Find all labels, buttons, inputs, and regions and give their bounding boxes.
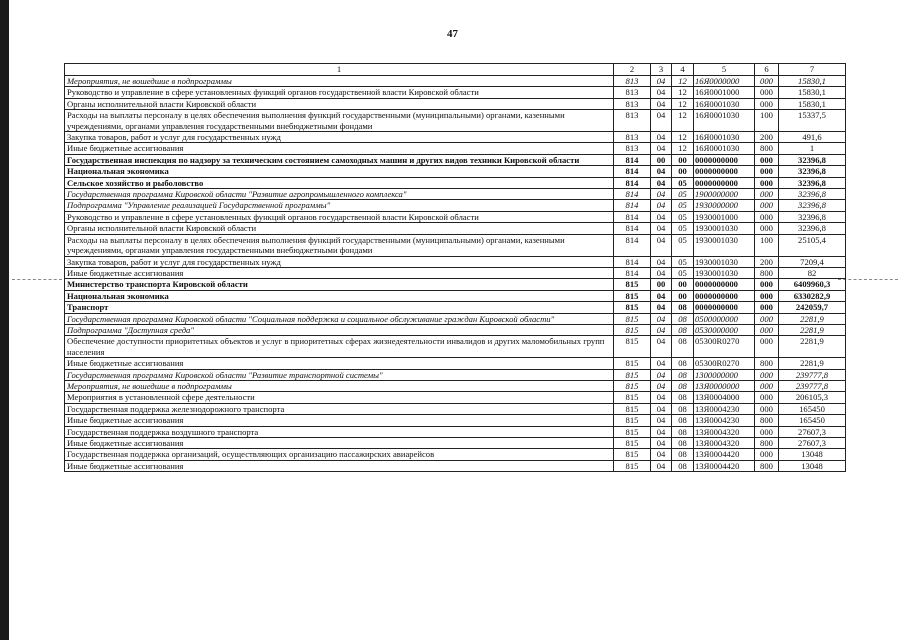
section-code-cell: 04 xyxy=(651,143,672,154)
ministry-code-cell: 813 xyxy=(614,76,651,87)
section-code-cell: 04 xyxy=(651,313,672,324)
table-row xyxy=(65,189,846,200)
target-article-cell: 0000000000 xyxy=(694,166,755,177)
amount-cell: 25105,4 xyxy=(779,234,846,256)
column-header: 1 xyxy=(65,64,614,76)
amount-cell: 27607,3 xyxy=(779,426,846,437)
subsection-code-cell: 05 xyxy=(672,267,694,278)
amount-cell: 13048 xyxy=(779,449,846,460)
row-name-cell: Подпрограмма "Доступная среда" xyxy=(65,324,614,335)
section-code-cell: 04 xyxy=(651,166,672,177)
scan-fold-line xyxy=(12,279,62,280)
expense-type-cell: 000 xyxy=(755,369,779,380)
amount-cell: 15830,1 xyxy=(779,76,846,87)
ministry-code-cell: 815 xyxy=(614,336,651,358)
table-row xyxy=(65,256,846,267)
ministry-code-cell: 815 xyxy=(614,324,651,335)
target-article-cell: 05300R0270 xyxy=(694,358,755,369)
row-name-cell: Подпрограмма "Управление реализацией Государственной программы" xyxy=(65,200,614,211)
table-row xyxy=(65,313,846,324)
table-row xyxy=(65,154,846,165)
subsection-code-cell: 05 xyxy=(672,256,694,267)
amount-cell: 6330282,9 xyxy=(779,290,846,301)
row-name-cell: Государственная поддержка воздушного транспорта xyxy=(65,426,614,437)
subsection-code-cell: 08 xyxy=(672,302,694,313)
ministry-code-cell: 815 xyxy=(614,380,651,391)
column-header: 7 xyxy=(779,64,846,76)
amount-cell: 6409960,3 xyxy=(779,279,846,290)
amount-cell: 32396,8 xyxy=(779,223,846,234)
table-row xyxy=(65,415,846,426)
row-name-cell: Государственная поддержка железнодорожного транспорта xyxy=(65,403,614,414)
target-article-cell: 0000000000 xyxy=(694,177,755,188)
table-row xyxy=(65,166,846,177)
scan-fold-line xyxy=(838,279,898,280)
section-code-cell: 04 xyxy=(651,415,672,426)
table-row xyxy=(65,110,846,132)
row-name-cell: Государственная инспекция по надзору за техническим состоянием самоходных машин и других видов техники Кировской области xyxy=(65,154,614,165)
target-article-cell: 0000000000 xyxy=(694,302,755,313)
table-row xyxy=(65,223,846,234)
table-row xyxy=(65,392,846,403)
column-header: 6 xyxy=(755,64,779,76)
ministry-code-cell: 815 xyxy=(614,279,651,290)
subsection-code-cell: 08 xyxy=(672,449,694,460)
section-code-cell: 04 xyxy=(651,460,672,471)
target-article-cell: 1300000000 xyxy=(694,369,755,380)
subsection-code-cell: 08 xyxy=(672,324,694,335)
ministry-code-cell: 815 xyxy=(614,392,651,403)
subsection-code-cell: 12 xyxy=(672,132,694,143)
amount-cell: 206105,3 xyxy=(779,392,846,403)
ministry-code-cell: 815 xyxy=(614,449,651,460)
subsection-code-cell: 08 xyxy=(672,403,694,414)
target-article-cell: 0530000000 xyxy=(694,324,755,335)
table-row xyxy=(65,302,846,313)
table-row xyxy=(65,279,846,290)
row-name-cell: Органы исполнительной власти Кировской области xyxy=(65,223,614,234)
target-article-cell: 16Я0001030 xyxy=(694,110,755,132)
section-code-cell: 04 xyxy=(651,87,672,98)
expense-type-cell: 000 xyxy=(755,313,779,324)
expense-type-cell: 000 xyxy=(755,279,779,290)
section-code-cell: 04 xyxy=(651,438,672,449)
section-code-cell: 04 xyxy=(651,380,672,391)
section-code-cell: 00 xyxy=(651,279,672,290)
target-article-cell: 13Я0004320 xyxy=(694,438,755,449)
ministry-code-cell: 814 xyxy=(614,177,651,188)
subsection-code-cell: 12 xyxy=(672,143,694,154)
expense-type-cell: 000 xyxy=(755,189,779,200)
row-name-cell: Мероприятия, не вошедшие в подпрограммы xyxy=(65,380,614,391)
section-code-cell: 04 xyxy=(651,132,672,143)
amount-cell: 82 xyxy=(779,267,846,278)
expense-type-cell: 000 xyxy=(755,177,779,188)
row-name-cell: Государственная программа Кировской области "Развитие агропромышленного комплекса" xyxy=(65,189,614,200)
subsection-code-cell: 08 xyxy=(672,369,694,380)
row-name-cell: Иные бюджетные ассигнования xyxy=(65,438,614,449)
table-row xyxy=(65,267,846,278)
section-code-cell: 04 xyxy=(651,110,672,132)
expense-type-cell: 100 xyxy=(755,110,779,132)
expense-type-cell: 000 xyxy=(755,154,779,165)
scan-left-edge xyxy=(0,0,9,640)
ministry-code-cell: 814 xyxy=(614,234,651,256)
ministry-code-cell: 815 xyxy=(614,369,651,380)
expense-type-cell: 000 xyxy=(755,403,779,414)
subsection-code-cell: 05 xyxy=(672,189,694,200)
ministry-code-cell: 814 xyxy=(614,223,651,234)
expense-type-cell: 000 xyxy=(755,392,779,403)
target-article-cell: 0000000000 xyxy=(694,290,755,301)
amount-cell: 1 xyxy=(779,143,846,154)
amount-cell: 242059,7 xyxy=(779,302,846,313)
target-article-cell: 13Я0004420 xyxy=(694,460,755,471)
table-row xyxy=(65,336,846,358)
target-article-cell: 16Я0001030 xyxy=(694,143,755,154)
ministry-code-cell: 815 xyxy=(614,313,651,324)
ministry-code-cell: 815 xyxy=(614,358,651,369)
section-code-cell: 04 xyxy=(651,302,672,313)
section-code-cell: 04 xyxy=(651,223,672,234)
expense-type-cell: 000 xyxy=(755,211,779,222)
expense-type-cell: 000 xyxy=(755,302,779,313)
target-article-cell: 0000000000 xyxy=(694,154,755,165)
subsection-code-cell: 08 xyxy=(672,392,694,403)
ministry-code-cell: 814 xyxy=(614,189,651,200)
section-code-cell: 04 xyxy=(651,200,672,211)
target-article-cell: 13Я0000000 xyxy=(694,380,755,391)
subsection-code-cell: 05 xyxy=(672,223,694,234)
amount-cell: 15830,1 xyxy=(779,87,846,98)
amount-cell: 27607,3 xyxy=(779,438,846,449)
row-name-cell: Закупка товаров, работ и услуг для государственных нужд xyxy=(65,256,614,267)
ministry-code-cell: 814 xyxy=(614,267,651,278)
amount-cell: 165450 xyxy=(779,415,846,426)
table-row xyxy=(65,234,846,256)
table-row xyxy=(65,380,846,391)
ministry-code-cell: 814 xyxy=(614,200,651,211)
ministry-code-cell: 815 xyxy=(614,415,651,426)
row-name-cell: Закупка товаров, работ и услуг для государственных нужд xyxy=(65,132,614,143)
subsection-code-cell: 05 xyxy=(672,200,694,211)
budget-table xyxy=(64,63,846,472)
amount-cell: 165450 xyxy=(779,403,846,414)
section-code-cell: 04 xyxy=(651,369,672,380)
amount-cell: 32396,8 xyxy=(779,211,846,222)
expense-type-cell: 000 xyxy=(755,336,779,358)
subsection-code-cell: 08 xyxy=(672,415,694,426)
ministry-code-cell: 814 xyxy=(614,166,651,177)
ministry-code-cell: 813 xyxy=(614,132,651,143)
section-code-cell: 04 xyxy=(651,98,672,109)
expense-type-cell: 000 xyxy=(755,223,779,234)
table-header-row xyxy=(65,64,846,76)
target-article-cell: 1930001000 xyxy=(694,211,755,222)
section-code-cell: 04 xyxy=(651,392,672,403)
section-code-cell: 04 xyxy=(651,76,672,87)
target-article-cell: 13Я0004230 xyxy=(694,415,755,426)
subsection-code-cell: 08 xyxy=(672,460,694,471)
subsection-code-cell: 00 xyxy=(672,290,694,301)
row-name-cell: Мероприятия, не вошедшие в подпрограммы xyxy=(65,76,614,87)
subsection-code-cell: 12 xyxy=(672,110,694,132)
subsection-code-cell: 08 xyxy=(672,438,694,449)
expense-type-cell: 100 xyxy=(755,234,779,256)
row-name-cell: Расходы на выплаты персоналу в целях обеспечения выполнения функций государственными (муниципальными) органами, казенными учреждениями, органами управления государственными внебюджетными фондами xyxy=(65,110,614,132)
expense-type-cell: 000 xyxy=(755,166,779,177)
expense-type-cell: 000 xyxy=(755,324,779,335)
ministry-code-cell: 815 xyxy=(614,426,651,437)
subsection-code-cell: 00 xyxy=(672,166,694,177)
amount-cell: 2281,9 xyxy=(779,358,846,369)
column-header: 4 xyxy=(672,64,694,76)
amount-cell: 15830,1 xyxy=(779,98,846,109)
subsection-code-cell: 12 xyxy=(672,98,694,109)
amount-cell: 32396,8 xyxy=(779,166,846,177)
expense-type-cell: 200 xyxy=(755,132,779,143)
row-name-cell: Иные бюджетные ассигнования xyxy=(65,267,614,278)
row-name-cell: Руководство и управление в сфере установленных функций органов государственной власти Кировской области xyxy=(65,87,614,98)
section-code-cell: 04 xyxy=(651,358,672,369)
amount-cell: 2281,9 xyxy=(779,324,846,335)
ministry-code-cell: 813 xyxy=(614,87,651,98)
row-name-cell: Мероприятия в установленной сфере деятельности xyxy=(65,392,614,403)
section-code-cell: 00 xyxy=(651,154,672,165)
row-name-cell: Обеспечение доступности приоритетных объектов и услуг в приоритетных сферах жизнедеятельности инвалидов и других маломобильных групп населения xyxy=(65,336,614,358)
table-row xyxy=(65,87,846,98)
table-row xyxy=(65,438,846,449)
ministry-code-cell: 813 xyxy=(614,143,651,154)
row-name-cell: Иные бюджетные ассигнования xyxy=(65,415,614,426)
ministry-code-cell: 814 xyxy=(614,211,651,222)
target-article-cell: 13Я0004420 xyxy=(694,449,755,460)
section-code-cell: 04 xyxy=(651,267,672,278)
subsection-code-cell: 08 xyxy=(672,426,694,437)
column-header: 5 xyxy=(694,64,755,76)
row-name-cell: Руководство и управление в сфере установленных функций органов государственной власти Кировской области xyxy=(65,211,614,222)
row-name-cell: Сельское хозяйство и рыболовство xyxy=(65,177,614,188)
row-name-cell: Министерство транспорта Кировской области xyxy=(65,279,614,290)
row-name-cell: Транспорт xyxy=(65,302,614,313)
subsection-code-cell: 05 xyxy=(672,211,694,222)
target-article-cell: 1930001030 xyxy=(694,223,755,234)
target-article-cell: 13Я0004230 xyxy=(694,403,755,414)
table-row xyxy=(65,132,846,143)
ministry-code-cell: 813 xyxy=(614,110,651,132)
target-article-cell: 1930001030 xyxy=(694,256,755,267)
expense-type-cell: 800 xyxy=(755,460,779,471)
expense-type-cell: 000 xyxy=(755,76,779,87)
target-article-cell: 16Я0000000 xyxy=(694,76,755,87)
table-row xyxy=(65,449,846,460)
row-name-cell: Иные бюджетные ассигнования xyxy=(65,460,614,471)
target-article-cell: 13Я0004320 xyxy=(694,426,755,437)
expense-type-cell: 200 xyxy=(755,256,779,267)
subsection-code-cell: 00 xyxy=(672,279,694,290)
column-header: 3 xyxy=(651,64,672,76)
expense-type-cell: 000 xyxy=(755,98,779,109)
amount-cell: 7209,4 xyxy=(779,256,846,267)
table-row xyxy=(65,426,846,437)
table-row xyxy=(65,143,846,154)
subsection-code-cell: 08 xyxy=(672,380,694,391)
expense-type-cell: 000 xyxy=(755,200,779,211)
subsection-code-cell: 12 xyxy=(672,87,694,98)
expense-type-cell: 000 xyxy=(755,380,779,391)
ministry-code-cell: 814 xyxy=(614,256,651,267)
target-article-cell: 1930001030 xyxy=(694,234,755,256)
target-article-cell: 16Я0001000 xyxy=(694,87,755,98)
target-article-cell: 1900000000 xyxy=(694,189,755,200)
section-code-cell: 04 xyxy=(651,290,672,301)
expense-type-cell: 800 xyxy=(755,358,779,369)
amount-cell: 239777,8 xyxy=(779,380,846,391)
subsection-code-cell: 08 xyxy=(672,336,694,358)
section-code-cell: 04 xyxy=(651,449,672,460)
table-row xyxy=(65,358,846,369)
ministry-code-cell: 813 xyxy=(614,98,651,109)
ministry-code-cell: 815 xyxy=(614,460,651,471)
table-row xyxy=(65,324,846,335)
row-name-cell: Национальная экономика xyxy=(65,290,614,301)
expense-type-cell: 800 xyxy=(755,415,779,426)
expense-type-cell: 000 xyxy=(755,290,779,301)
subsection-code-cell: 08 xyxy=(672,313,694,324)
ministry-code-cell: 815 xyxy=(614,438,651,449)
section-code-cell: 04 xyxy=(651,324,672,335)
amount-cell: 13048 xyxy=(779,460,846,471)
row-name-cell: Расходы на выплаты персоналу в целях обеспечения выполнения функций государственными (муниципальными) органами, казенными учреждениями, органами управления государственными внебюджетными фондами xyxy=(65,234,614,256)
subsection-code-cell: 00 xyxy=(672,154,694,165)
amount-cell: 32396,8 xyxy=(779,200,846,211)
subsection-code-cell: 12 xyxy=(672,76,694,87)
row-name-cell: Иные бюджетные ассигнования xyxy=(65,358,614,369)
expense-type-cell: 000 xyxy=(755,87,779,98)
target-article-cell: 13Я0004000 xyxy=(694,392,755,403)
amount-cell: 491,6 xyxy=(779,132,846,143)
amount-cell: 2281,9 xyxy=(779,313,846,324)
amount-cell: 2281,9 xyxy=(779,336,846,358)
table-row xyxy=(65,211,846,222)
section-code-cell: 04 xyxy=(651,426,672,437)
subsection-code-cell: 05 xyxy=(672,234,694,256)
target-article-cell: 1930001030 xyxy=(694,267,755,278)
page-number: 47 xyxy=(447,28,458,40)
ministry-code-cell: 815 xyxy=(614,290,651,301)
row-name-cell: Государственная программа Кировской области "Развитие транспортной системы" xyxy=(65,369,614,380)
row-name-cell: Государственная программа Кировской области "Социальная поддержка и социальное обслуживание граждан Кировской области" xyxy=(65,313,614,324)
amount-cell: 32396,8 xyxy=(779,154,846,165)
table-row xyxy=(65,76,846,87)
target-article-cell: 0500000000 xyxy=(694,313,755,324)
amount-cell: 239777,8 xyxy=(779,369,846,380)
ministry-code-cell: 815 xyxy=(614,302,651,313)
expense-type-cell: 000 xyxy=(755,426,779,437)
table-row xyxy=(65,460,846,471)
target-article-cell: 16Я0001030 xyxy=(694,98,755,109)
section-code-cell: 04 xyxy=(651,256,672,267)
column-header: 2 xyxy=(614,64,651,76)
table-row xyxy=(65,369,846,380)
row-name-cell: Национальная экономика xyxy=(65,166,614,177)
expense-type-cell: 800 xyxy=(755,267,779,278)
table-row xyxy=(65,290,846,301)
table-row xyxy=(65,177,846,188)
expense-type-cell: 000 xyxy=(755,449,779,460)
section-code-cell: 04 xyxy=(651,189,672,200)
section-code-cell: 04 xyxy=(651,403,672,414)
section-code-cell: 04 xyxy=(651,336,672,358)
table-row xyxy=(65,200,846,211)
expense-type-cell: 800 xyxy=(755,438,779,449)
section-code-cell: 04 xyxy=(651,177,672,188)
target-article-cell: 16Я0001030 xyxy=(694,132,755,143)
section-code-cell: 04 xyxy=(651,234,672,256)
subsection-code-cell: 05 xyxy=(672,177,694,188)
section-code-cell: 04 xyxy=(651,211,672,222)
table-body xyxy=(65,76,846,472)
ministry-code-cell: 815 xyxy=(614,403,651,414)
target-article-cell: 1930000000 xyxy=(694,200,755,211)
expense-type-cell: 800 xyxy=(755,143,779,154)
target-article-cell: 0000000000 xyxy=(694,279,755,290)
table-row xyxy=(65,98,846,109)
table-row xyxy=(65,403,846,414)
row-name-cell: Иные бюджетные ассигнования xyxy=(65,143,614,154)
subsection-code-cell: 08 xyxy=(672,358,694,369)
amount-cell: 32396,8 xyxy=(779,189,846,200)
row-name-cell: Органы исполнительной власти Кировской области xyxy=(65,98,614,109)
amount-cell: 15337,5 xyxy=(779,110,846,132)
row-name-cell: Государственная поддержка организаций, осуществляющих организацию пассажирских авиарейсов xyxy=(65,449,614,460)
amount-cell: 32396,8 xyxy=(779,177,846,188)
ministry-code-cell: 814 xyxy=(614,154,651,165)
target-article-cell: 05300R0270 xyxy=(694,336,755,358)
